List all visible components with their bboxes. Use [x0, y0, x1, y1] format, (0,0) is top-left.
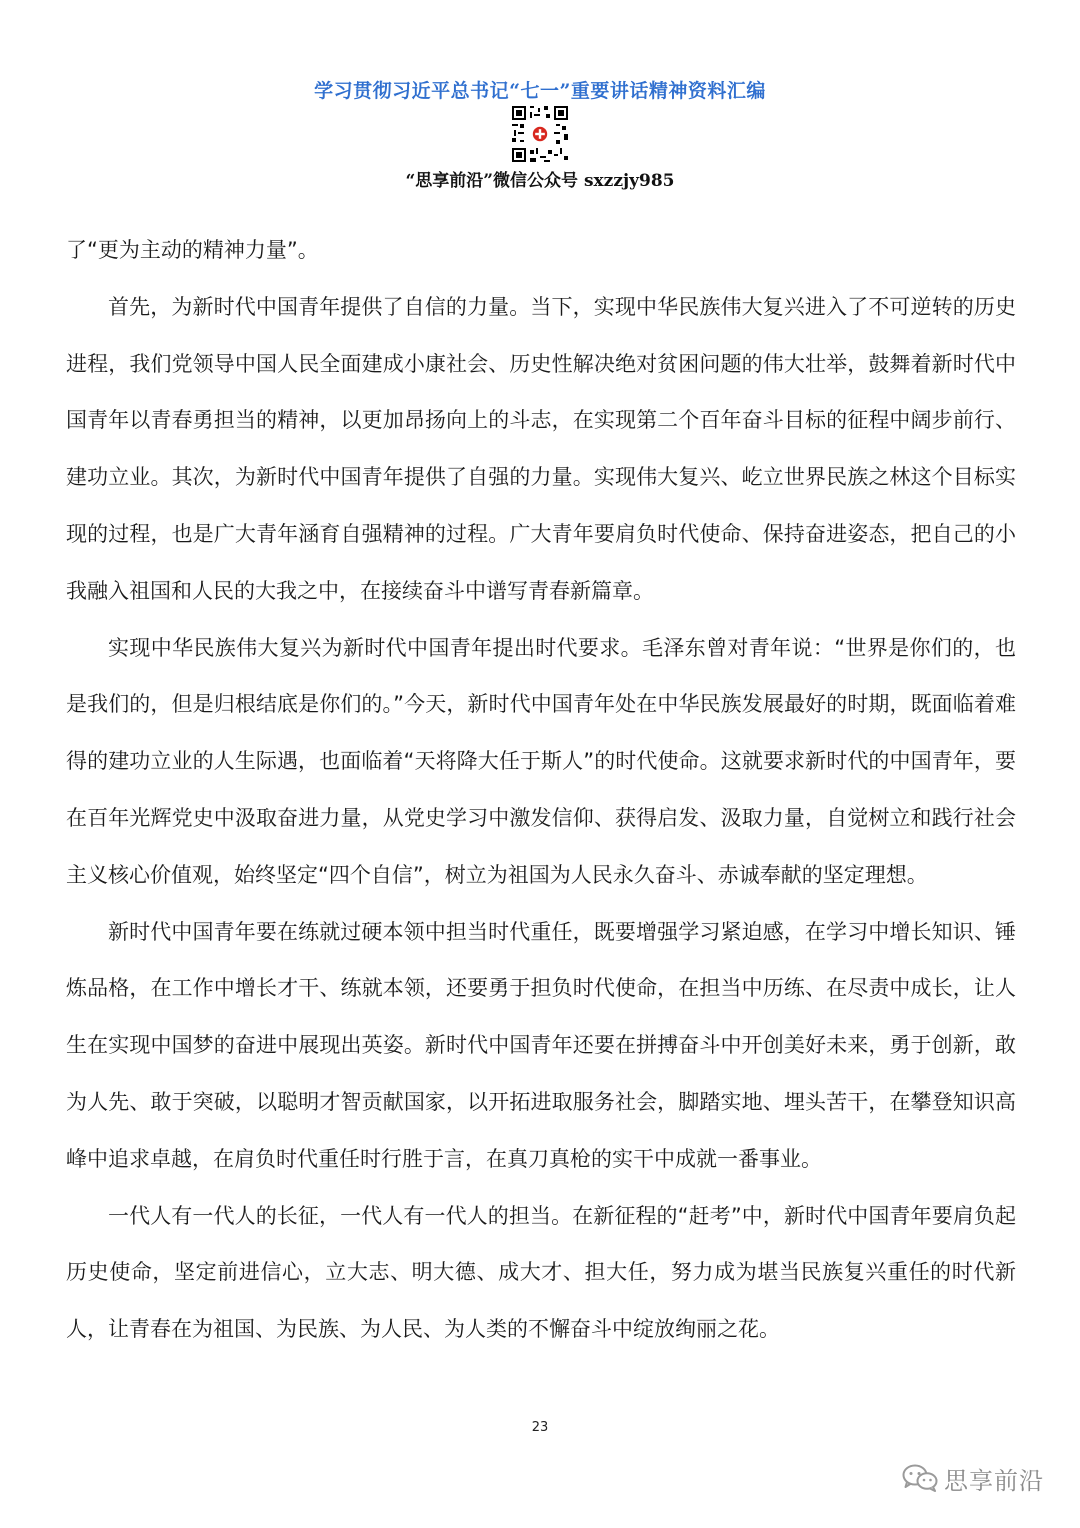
- watermark-text: 思享前沿: [944, 1466, 1044, 1495]
- page-number: 23: [531, 1420, 549, 1435]
- wechat-icon: [902, 1464, 938, 1492]
- paragraph: 新时代中国青年要在练就过硬本领中担当时代重任，既要增强学习紧迫感，在学习中增长知识、锤炼品格，在工作中增长才干、练就本领，还要勇于担负时代使命，在担当中历练、在尽责中成长，让人生在实现中国梦的奋进中展现出英姿。新时代中国青年还要在拼搏奋斗中开创美好未来，勇于创新，敢为人先、敢于突破，以聪明才智贡献国家，以开拓进取服务社会，脚踏实地、埋头苦干，在攀登知识高峰中追求卓越，在肩负时代重任时行胜于言，在真刀真枪的实干中成就一番事业。: [66, 919, 1016, 1171]
- paragraph: 一代人有一代人的长征，一代人有一代人的担当。在新征程的“赶考”中，新时代中国青年要肩负起历史使命，坚定前进信心，立大志、明大德、成大才、担大任，努力成为堪当民族复兴重任的时代新人，让青春在为祖国、为民族、为人民、为人类的不懈奋斗中绽放绚丽之花。: [66, 1203, 1016, 1342]
- paragraph: 首先，为新时代中国青年提供了自信的力量。当下，实现中华民族伟大复兴进入了不可逆转的历史进程，我们党领导中国人民全面建成小康社会、历史性解决绝对贫困问题的伟大壮举，鼓舞着新时代中国青年以青春勇担当的精神，以更加昂扬向上的斗志，在实现第二个百年奋斗目标的征程中阔步前行、建功立业。其次，为新时代中国青年提供了自强的力量。实现伟大复兴、屹立世界民族之林这个目标实现的过程，也是广大青年涵育自强精神的过程。广大青年要肩负时代使命、保持奋进姿态，把自己的小我融入祖国和人民的大我之中，在接续奋斗中谱写青春新篇章。: [66, 294, 1016, 603]
- document-body: [66, 222, 1016, 1358]
- watermark: [902, 1458, 1044, 1498]
- page-header-title: 学习贯彻习近平总书记“七一”重要讲话精神资料汇编: [314, 80, 766, 102]
- qr-code-icon: [512, 106, 568, 162]
- paragraph: 实现中华民族伟大复兴为新时代中国青年提出时代要求。毛泽东曾对青年说：“世界是你们的，也是我们的，但是归根结底是你们的。”今天，新时代中国青年处在中华民族发展最好的时期，既面临着难得的建功立业的人生际遇，也面临着“天将降大任于斯人”的时代使命。这就要求新时代的中国青年，要在百年光辉党史中汲取奋进力量，从党史学习中激发信仰、获得启发、汲取力量，自觉树立和践行社会主义核心价值观，始终坚定“四个自信”，树立为祖国为人民永久奋斗、赤诚奉献的坚定理想。: [66, 635, 1016, 887]
- paragraph: 了“更为主动的精神力量”。: [66, 238, 319, 262]
- account-line: “思享前沿”微信公众号 sxzzjy985: [405, 171, 675, 191]
